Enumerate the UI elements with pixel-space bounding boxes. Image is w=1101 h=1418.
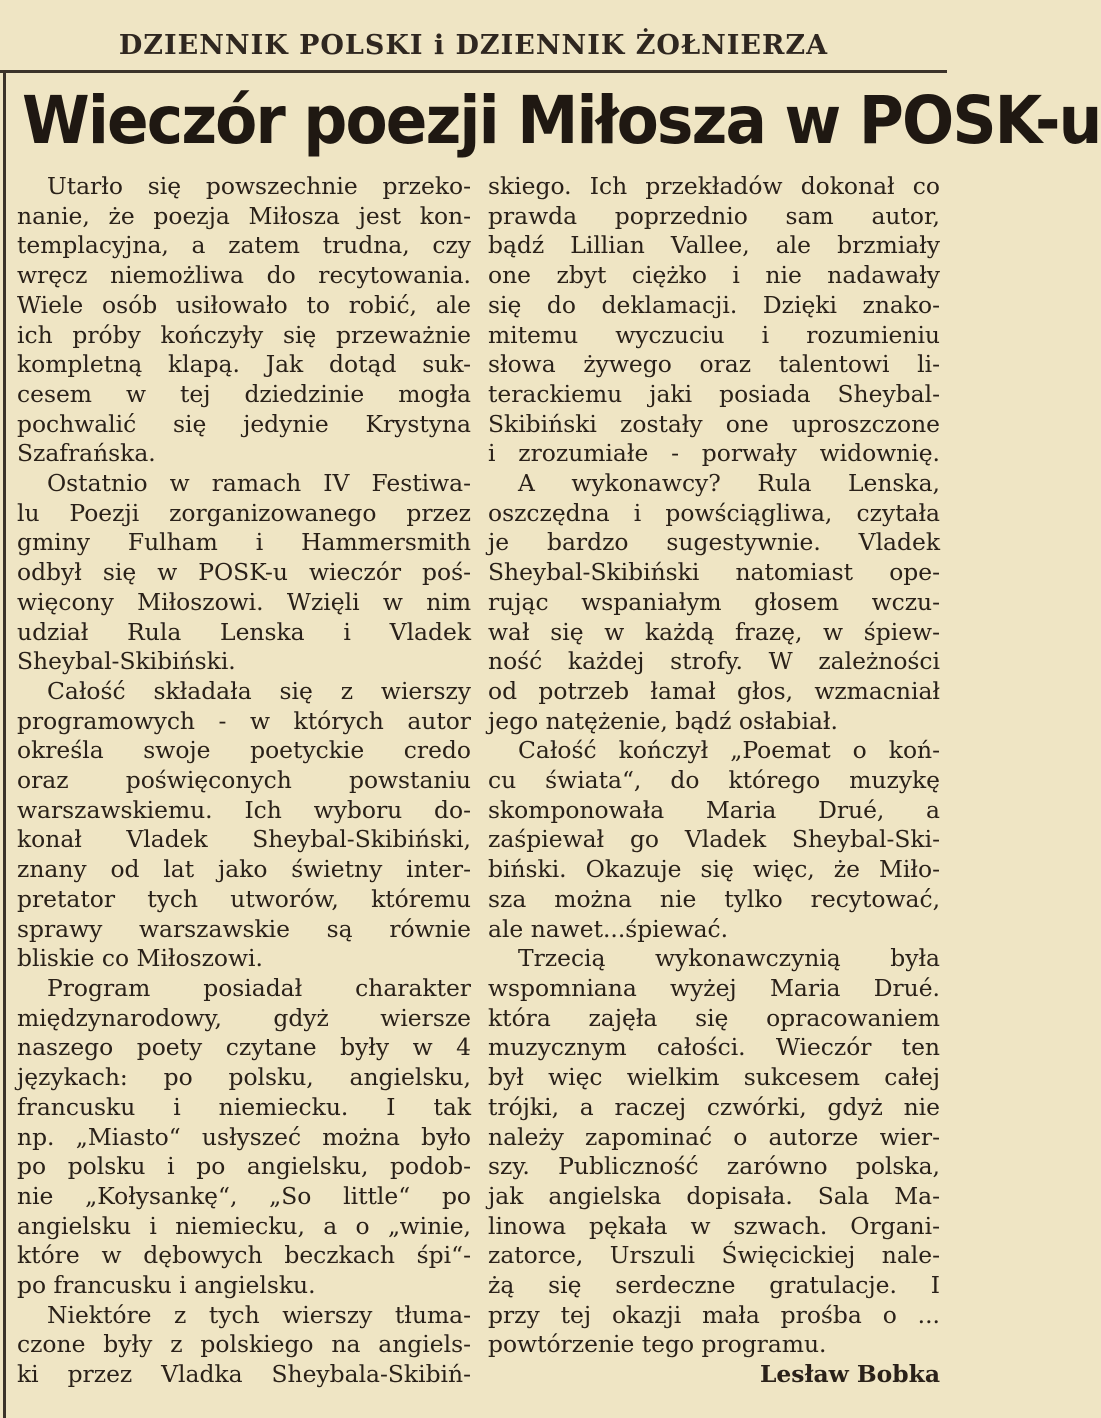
article-line: rując wspaniałym głosem wczu- <box>488 587 940 616</box>
article-line: prawda poprzednio sam autor, <box>488 201 940 230</box>
article-line: angielsku i niemiecku, a o „winie, <box>17 1211 471 1240</box>
article-line: przy tej okazji mała prośba o ... <box>488 1300 940 1329</box>
article-line: bliskie co Miłoszowi. <box>17 944 263 973</box>
article-line: trójki, a raczej czwórki, gdyż nie <box>488 1092 940 1121</box>
article-line: po polsku i po angielsku, podob- <box>17 1152 471 1181</box>
article-line: jego natężenie, bądź osłabiał. <box>488 706 838 735</box>
article-line: ki przez Vladka Sheybala-Skibiń- <box>17 1360 471 1389</box>
article-line: ich próby kończyły się przeważnie <box>17 320 471 349</box>
column-border <box>3 72 6 1418</box>
article-line: zatorce, Urszuli Święcickiej nale- <box>488 1241 940 1270</box>
article-column-right <box>488 172 940 1390</box>
article-line: po francusku i angielsku. <box>17 1271 316 1300</box>
article-line: programowych - w których autor <box>17 706 471 735</box>
article-line: ale nawet...śpiewać. <box>488 914 729 943</box>
article-line: udział Rula Lenska i Vladek <box>17 617 471 646</box>
article-line: Wiele osób usiłowało to robić, ale <box>17 290 471 319</box>
article-line: szy. Publiczność zarówno polska, <box>488 1152 940 1181</box>
article-line: Całość kończył „Poemat o koń- <box>518 736 940 765</box>
article-line: Program posiadał charakter <box>47 973 471 1002</box>
article-line: cu świata“, do którego muzykę <box>488 766 940 795</box>
article-line: wspomniana wyżej Maria Drué. <box>488 973 940 1002</box>
article-line: pochwalić się jedynie Krystyna <box>17 409 471 438</box>
article-line: więcony Miłoszowi. Wzięli w nim <box>17 587 471 616</box>
article-line: templacyjna, a zatem trudna, czy <box>17 231 471 260</box>
article-line: sprawy warszawskie są równie <box>17 914 471 943</box>
article-line: A wykonawcy? Rula Lenska, <box>518 469 940 498</box>
article-line: warszawskiemu. Ich wyboru do- <box>17 795 471 824</box>
article-line: nanie, że poezja Miłosza jest kon- <box>17 201 471 230</box>
article-line: słowa żywego oraz talentowi li- <box>488 350 940 379</box>
article-line: muzycznym całości. Wieczór ten <box>488 1033 940 1062</box>
article-line: należy zapominać o autorze wier- <box>488 1122 940 1151</box>
article-line: czone były z polskiego na angiels- <box>17 1330 471 1359</box>
article-line: linowa pękała w szwach. Organi- <box>488 1211 940 1240</box>
article-line: Niektóre z tych wierszy tłuma- <box>47 1300 471 1329</box>
article-line: żą się serdeczne gratulacje. I <box>488 1271 940 1300</box>
article-line: skiego. Ich przekładów dokonał co <box>488 172 940 200</box>
article-line: Szafrańska. <box>17 439 156 468</box>
masthead-rule <box>0 70 947 73</box>
article-line: Ostatnio w ramach IV Festiwa- <box>47 469 471 498</box>
article-line: one zbyt ciężko i nie nadawały <box>488 261 940 290</box>
article-line: Sheybal-Skibiński natomiast ope- <box>488 558 940 587</box>
masthead: DZIENNIK POLSKI i DZIENNIK ŻOŁNIERZA <box>118 30 829 61</box>
article-line: wał się w każdą frazę, w śpiew- <box>488 617 940 646</box>
article-line: gminy Fulham i Hammersmith <box>17 528 471 557</box>
article-line: jak angielska dopisała. Sala Ma- <box>488 1181 940 1210</box>
article-column-left <box>17 172 471 1390</box>
article-line: naszego poety czytane były w 4 <box>17 1033 471 1062</box>
article-line: powtórzenie tego programu. <box>488 1330 827 1359</box>
article-line: był więc wielkim sukcesem całej <box>488 1063 940 1092</box>
article-line: oraz poświęconych powstaniu <box>17 766 471 795</box>
article-line: Utarło się powszechnie przeko- <box>47 172 471 200</box>
article-line: oszczędna i powściągliwa, czytała <box>488 498 940 527</box>
article-line: ność każdej strofy. W zależności <box>488 647 940 676</box>
article-line: Skibiński zostały one uproszczone <box>488 409 940 438</box>
article-line: Sheybal-Skibiński. <box>17 647 236 676</box>
article-line: określa swoje poetyckie credo <box>17 736 471 765</box>
article-line: od potrzeb łamał głos, wzmacniał <box>488 676 940 705</box>
article-line: i zrozumiałe - porwały widownię. <box>488 439 940 468</box>
article-line: skomponowała Maria Drué, a <box>488 795 940 824</box>
article-line: które w dębowych beczkach śpi“- <box>17 1241 471 1270</box>
article-line: międzynarodowy, gdyż wiersze <box>17 1003 471 1032</box>
article-line: kompletną klapą. Jak dotąd suk- <box>17 350 471 379</box>
article-line: mitemu wyczuciu i rozumieniu <box>488 320 940 349</box>
article-line: terackiemu jaki posiada Sheybal- <box>488 379 940 408</box>
article-line: która zajęła się opracowaniem <box>488 1003 940 1032</box>
article-line: językach: po polsku, angielsku, <box>17 1063 471 1092</box>
article-line: Trzecią wykonawczynią była <box>518 944 940 973</box>
article-line: biński. Okazuje się więc, że Miło- <box>488 855 940 884</box>
headline: Wieczór poezji Miłosza w POSK-u <box>22 82 1101 159</box>
article-line: pretator tych utworów, któremu <box>17 884 471 913</box>
author-signature: Lesław Bobka <box>759 1360 940 1389</box>
article-line: Całość składała się z wierszy <box>47 676 471 705</box>
article-line: sza można nie tylko recytować, <box>488 884 940 913</box>
article-line: francusku i niemiecku. I tak <box>17 1092 471 1121</box>
article-line: nie „Kołysankę“, „So little“ po <box>17 1181 471 1210</box>
article-line: np. „Miasto“ usłyszeć można było <box>17 1122 471 1151</box>
article-line: cesem w tej dziedzinie mogła <box>17 379 471 408</box>
article-line: się do deklamacji. Dzięki znako- <box>488 290 940 319</box>
article-line: wręcz niemożliwa do recytowania. <box>17 261 471 290</box>
article-line: odbył się w POSK-u wieczór poś- <box>17 558 471 587</box>
article-line: je bardzo sugestywnie. Vladek <box>488 528 940 557</box>
article-line: konał Vladek Sheybal-Skibiński, <box>17 825 471 854</box>
article-line: bądź Lillian Vallee, ale brzmiały <box>488 231 940 260</box>
article-line: zaśpiewał go Vladek Sheybal-Ski- <box>488 825 940 854</box>
article-line: znany od lat jako świetny inter- <box>17 855 471 884</box>
article-line: lu Poezji zorganizowanego przez <box>17 498 471 527</box>
